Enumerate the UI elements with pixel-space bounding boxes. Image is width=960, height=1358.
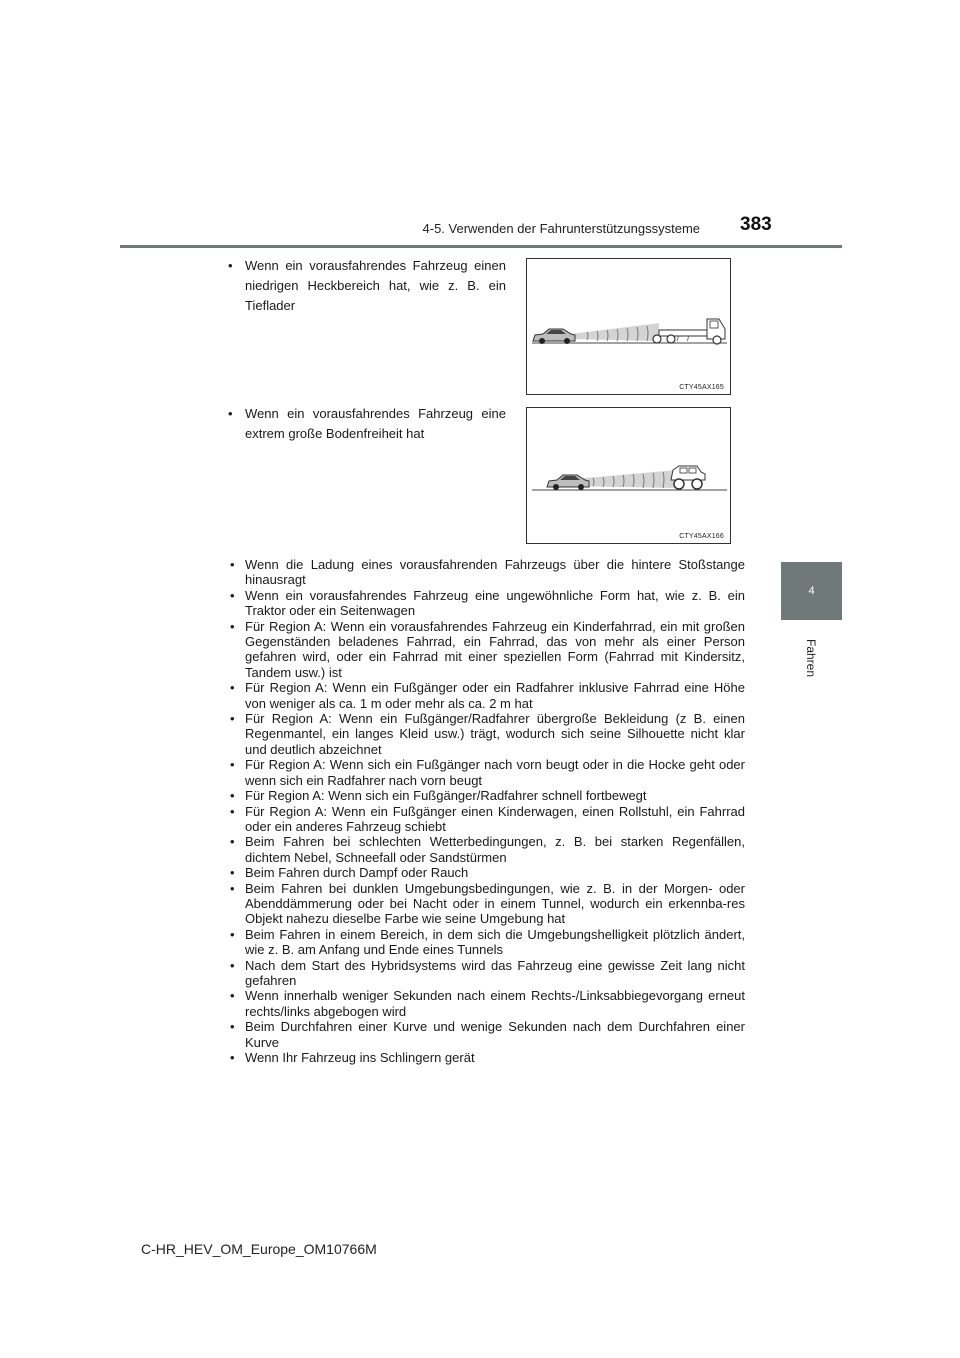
list-item: • Für Region A: Wenn ein Fußgänger/Radfahrer übergroße Bekleidung (z B. einen Regenmantel, ein langes Kleid usw.) trägt, wodurch sich seine Silhouette nicht klar und deutlich abzeichnet (228, 711, 745, 757)
sedan-icon (533, 329, 575, 344)
figure-item-text: Wenn ein vorausfahrendes Fahrzeug eine extrem große Bodenfreiheit hat (245, 406, 506, 441)
list-item: • Für Region A: Wenn sich ein Fußgänger nach vorn beugt oder in die Hocke geht oder wenn sich ein Radfahrer nach vorn beugt (228, 757, 745, 788)
figure-code: CTY45AX166 (679, 533, 724, 540)
list-item: • Für Region A: Wenn ein vorausfahrendes Fahrzeug ein Kinderfahrrad, ein mit großen Gegenständen beladenes Fahrrad, ein Fahrrad, das von mehr als einer Person gefahren wird, oder ein Fahrrad mit einer speziellen Form (Fahrrad mit Kindersitz, Tandem usw.) ist (228, 619, 745, 681)
list-item: • Beim Fahren durch Dampf oder Rauch (228, 865, 745, 880)
list-item: • Beim Fahren bei dunklen Umgebungsbedingungen, wie z. B. in der Morgen- oder Abenddämmerung oder bei Nacht oder in einem Tunnel, wodurch ein erkennba-res Objekt nahezu dieselbe Farbe wie seine Umgebung hat (228, 881, 745, 927)
truck-icon (653, 319, 725, 344)
list-item: • Wenn innerhalb weniger Sekunden nach einem Rechts-/Linksabbiegevorgang erneut rechts/links abgebogen wird (228, 988, 745, 1019)
figure-high-clearance-illustration (527, 408, 732, 545)
chapter-label (782, 628, 840, 688)
figure-code: CTY45AX165 (679, 384, 724, 391)
list-item: • Für Region A: Wenn ein Fußgänger oder ein Radfahrer inklusive Fahrrad eine Höhe von weniger als ca. 1 m oder mehr als ca. 2 m hat (228, 680, 745, 711)
figure-low-loader (526, 258, 731, 395)
list-item: • Beim Fahren bei schlechten Wetterbedingungen, z. B. bei starken Regenfällen, dichtem Nebel, Schneefall oder Sandstürmen (228, 834, 745, 865)
list-item: • Nach dem Start des Hybridsystems wird das Fahrzeug eine gewisse Zeit lang nicht gefahren (228, 958, 745, 989)
sedan-icon (547, 475, 589, 490)
chapter-tab: 4 (781, 562, 842, 620)
list-item: • Für Region A: Wenn sich ein Fußgänger/Radfahrer schnell fortbewegt (228, 788, 745, 803)
figure-item-text: Wenn ein vorausfahrendes Fahrzeug einen niedrigen Heckbereich hat, wie z. B. ein Tieflader (245, 258, 506, 313)
figure-low-loader-illustration (527, 259, 732, 396)
list-item: • Wenn die Ladung eines vorausfahrenden Fahrzeugs über die hintere Stoßstange hinausragt (228, 557, 745, 588)
figure-item-low-rear (228, 256, 506, 316)
list-item: • Beim Durchfahren einer Kurve und wenige Sekunden nach dem Durchfahren einer Kurve (228, 1019, 745, 1050)
figure-item-high-clearance (228, 404, 506, 444)
header-rule (120, 245, 842, 248)
list-item: • Beim Fahren in einem Bereich, in dem sich die Umgebungshelligkeit plötzlich ändert, wie z. B. am Anfang und Ende eines Tunnels (228, 927, 745, 958)
figure-high-clearance (526, 407, 731, 544)
suv-icon (671, 466, 705, 489)
list-item: • Wenn Ihr Fahrzeug ins Schlingern gerät (228, 1050, 745, 1065)
condition-list (228, 557, 745, 1065)
section-title: 4-5. Verwenden der Fahrunterstützungssysteme (422, 221, 700, 236)
bullet-mark: • (228, 406, 233, 421)
bullet-mark: • (228, 258, 233, 273)
document-id: C-HR_HEV_OM_Europe_OM10766M (141, 1241, 377, 1257)
chapter-label-text: Fahren (804, 638, 818, 678)
list-item: • Für Region A: Wenn ein Fußgänger einen Kinderwagen, einen Rollstuhl, ein Fahrrad oder ein anderes Fahrzeug schiebt (228, 804, 745, 835)
page-number: 383 (740, 214, 772, 235)
list-item: • Wenn ein vorausfahrendes Fahrzeug eine ungewöhnliche Form hat, wie z. B. ein Traktor oder ein Seitenwagen (228, 588, 745, 619)
